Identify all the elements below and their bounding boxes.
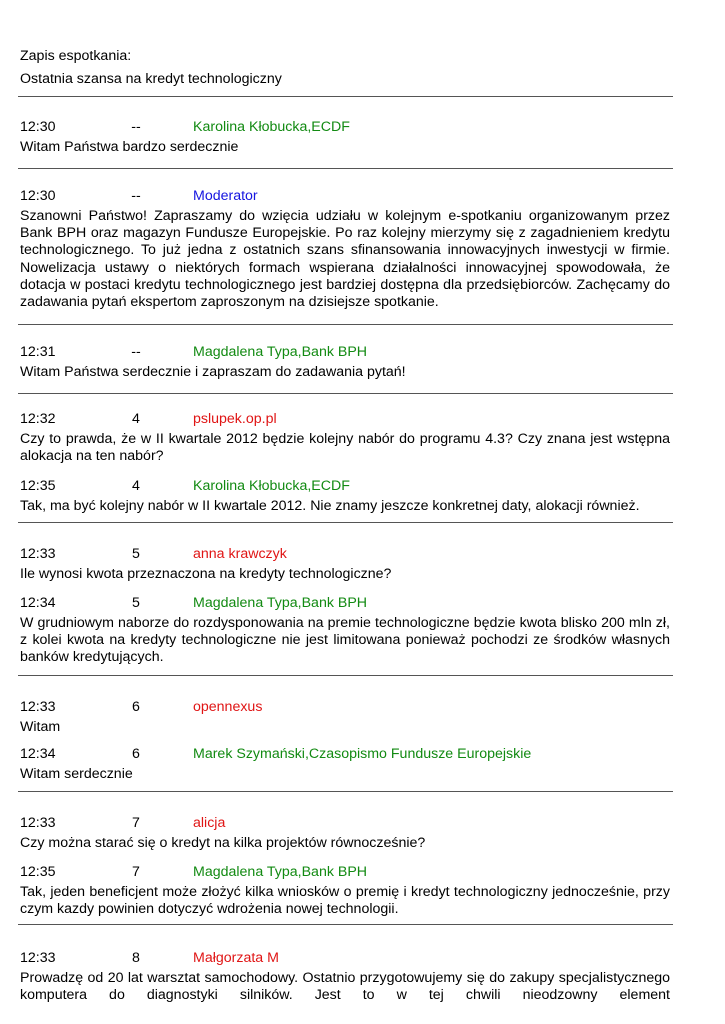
entry-time: 12:32 <box>20 411 56 427</box>
chat-entry <box>20 344 670 381</box>
entry-time: 12:35 <box>20 864 56 880</box>
entry-question-number: 6 <box>132 746 140 762</box>
entry-author: Karolina Kłobucka,ECDF <box>193 119 350 135</box>
entry-question-number: 5 <box>132 595 140 611</box>
entry-text: Czy można starać się o kredyt na kilka projektów równocześnie? <box>20 835 426 851</box>
chat-entry <box>20 950 670 1004</box>
entry-time: 12:33 <box>20 950 56 966</box>
entry-text: Witam <box>20 719 61 735</box>
divider <box>18 393 673 394</box>
entry-question-number: 7 <box>132 815 140 831</box>
entry-author: pslupek.op.pl <box>193 411 277 427</box>
divider <box>18 675 673 676</box>
entry-question-number: -- <box>131 119 141 135</box>
entry-question-number: 5 <box>132 546 140 562</box>
entry-author: Magdalena Typa,Bank BPH <box>193 344 368 360</box>
chat-entry <box>20 815 670 852</box>
divider <box>18 791 673 792</box>
entry-text: Witam serdecznie <box>20 766 133 782</box>
entry-author: opennexus <box>193 699 263 715</box>
entry-time: 12:33 <box>20 815 56 831</box>
entry-author: anna krawczyk <box>193 546 287 562</box>
entry-time: 12:34 <box>20 746 56 762</box>
chat-entry <box>20 595 670 667</box>
entry-text: Ile wynosi kwota przeznaczona na kredyty technologiczne? <box>20 566 392 582</box>
entry-text: Tak, jeden beneficjent może złożyć kilka wniosków o premię i kredyt technologiczny jednocześnie, przy czym kazdy powinien dotyczyć wdrożenia nowej technologii. <box>20 884 670 918</box>
divider <box>18 924 673 925</box>
chat-entry <box>20 119 670 156</box>
entry-author: Małgorzata M <box>193 950 279 966</box>
entry-text: W grudniowym naborze do rozdysponowania na premie technologiczne będzie kwota blisko 200 mln zł, z kolei kwota na kredyty technologiczne nie jest limitowana ponieważ pochodzi ze środków własnych banków kredytujących. <box>20 615 670 666</box>
chat-entry <box>20 188 670 311</box>
entry-question-number: 6 <box>132 699 140 715</box>
entry-question-number: -- <box>131 188 141 204</box>
entry-time: 12:33 <box>20 699 56 715</box>
entry-text: Witam Państwa serdecznie i zapraszam do zadawania pytań! <box>20 364 406 380</box>
entry-text: Witam Państwa bardzo serdecznie <box>20 139 239 155</box>
entry-question-number: -- <box>131 344 141 360</box>
chat-entry <box>20 864 670 918</box>
entry-author: Magdalena Typa,Bank BPH <box>193 864 368 880</box>
entry-time: 12:34 <box>20 595 56 611</box>
entry-author: Moderator <box>193 188 258 204</box>
entry-question-number: 4 <box>132 411 140 427</box>
chat-entry <box>20 478 670 515</box>
entry-question-number: 4 <box>132 478 140 494</box>
divider <box>18 522 673 523</box>
entry-time: 12:30 <box>20 188 56 204</box>
entry-text: Tak, ma być kolejny nabór w II kwartale 2012. Nie znamy jeszcze konkretnej daty, alokacji również. <box>20 498 640 514</box>
entry-author: Karolina Kłobucka,ECDF <box>193 478 350 494</box>
document-header <box>20 45 282 91</box>
chat-entry <box>20 699 670 736</box>
entry-author: Magdalena Typa,Bank BPH <box>193 595 368 611</box>
divider <box>18 324 673 325</box>
entry-text: Czy to prawda, że w II kwartale 2012 będzie kolejny nabór do programu 4.3? Czy znana jest wstępna alokacja na ten nabór? <box>20 431 670 465</box>
divider <box>18 96 673 97</box>
chat-entry <box>20 411 670 465</box>
divider <box>18 168 673 169</box>
entry-time: 12:31 <box>20 344 56 360</box>
entry-question-number: 7 <box>132 864 140 880</box>
entry-question-number: 8 <box>132 950 140 966</box>
header-label: Zapis espotkania: <box>20 48 132 64</box>
entry-author: Marek Szymański,Czasopismo Fundusze Europejskie <box>193 746 532 762</box>
entry-text: Prowadzę od 20 lat warsztat samochodowy. Ostatnio przygotowujemy się do zakupy specjalistycznego komputera do diagnostyki silników. Jest to w tej chwili nieodzowny element <box>20 970 670 1004</box>
header-title: Ostatnia szansa na kredyt technologiczny <box>20 71 282 87</box>
entry-time: 12:33 <box>20 546 56 562</box>
chat-entry <box>20 746 670 783</box>
entry-text: Szanowni Państwo! Zapraszamy do wzięcia udziału w kolejnym e-spotkaniu organizowanym przez Bank BPH oraz magazyn Fundusze Europejskie. Po raz kolejny mierzymy się z zagadnieniem kredytu technologicznego. To już jedna z ostatnich szans sfinansowania innowacyjnych inwestycji w firmie. Nowelizacja ustawy o niektórych formach wspierana działalności innowacyjnej spowodowała, że dotacja w postaci kredytu technologicznego jest bardziej dostępna dla przedsiębiorców. Zachęcamy do zadawania pytań ekspertom zaproszonym na dzisiejsze spotkanie. <box>20 208 670 311</box>
chat-entry <box>20 546 670 583</box>
entry-time: 12:30 <box>20 119 56 135</box>
entry-time: 12:35 <box>20 478 56 494</box>
entry-author: alicja <box>193 815 226 831</box>
